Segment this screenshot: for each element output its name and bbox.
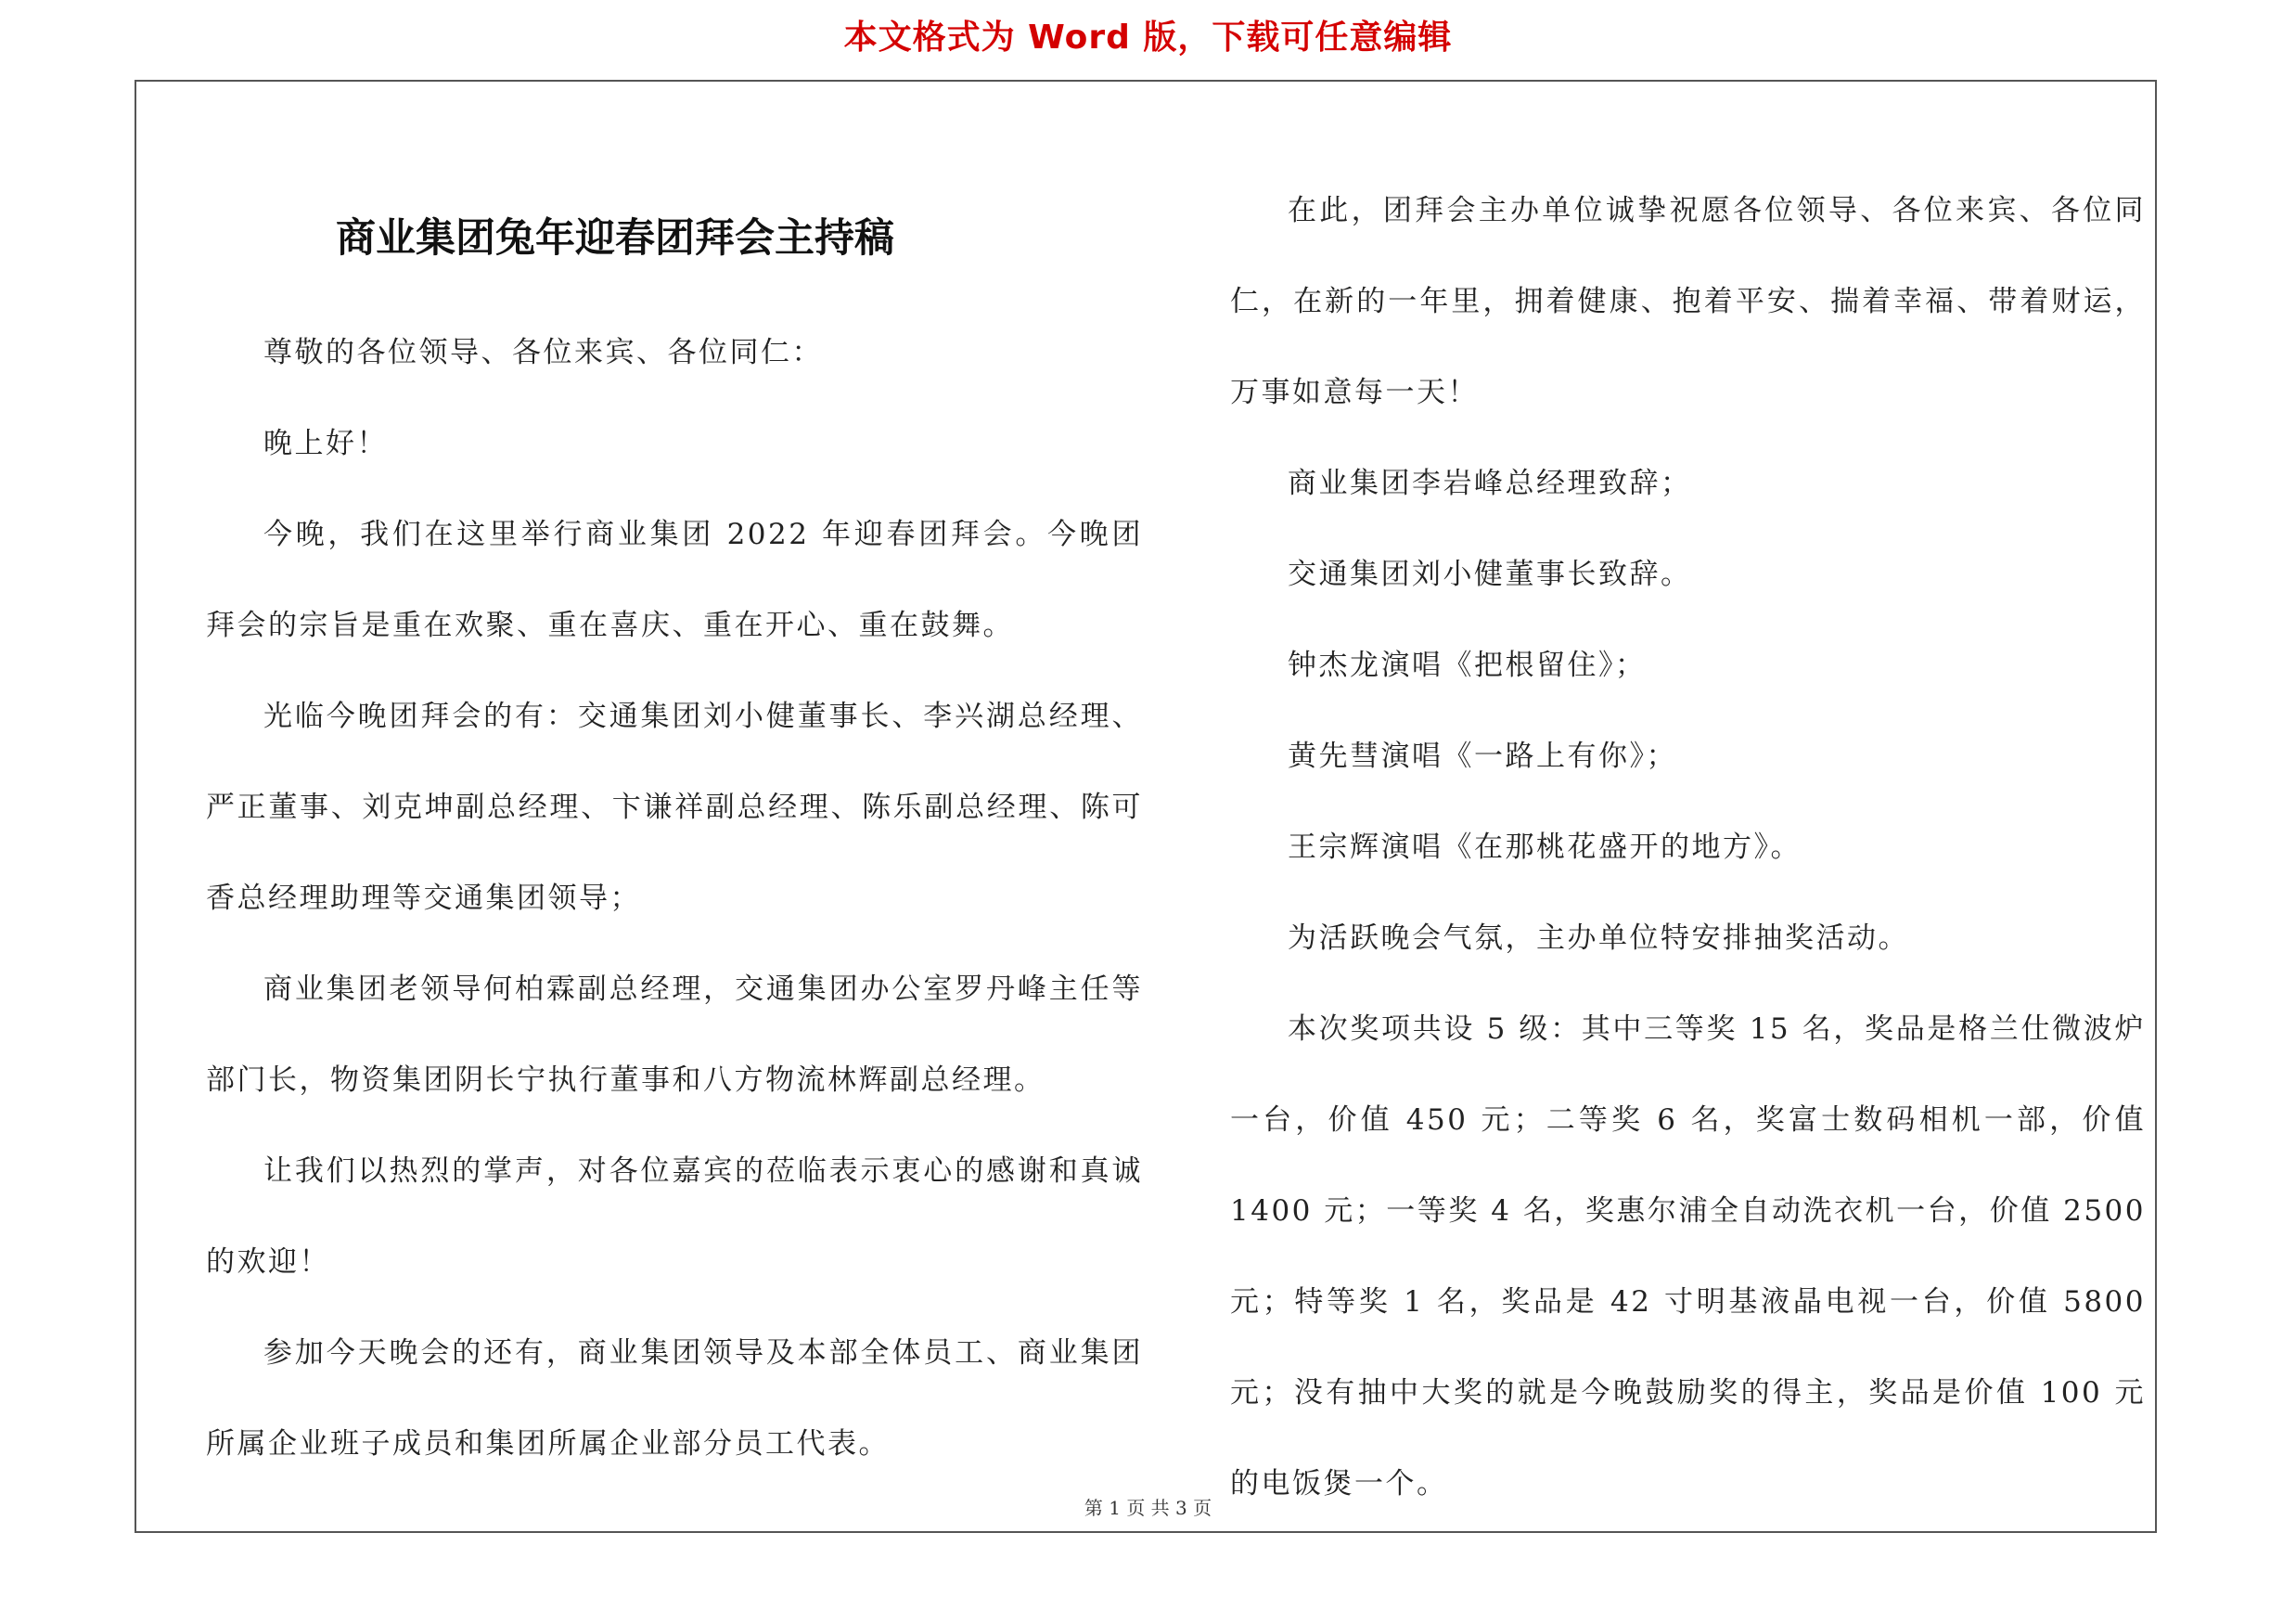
right-column [1230,165,2146,1529]
program-item: 钟杰龙演唱《把根留住》； [1288,649,1647,682]
salutation: 尊敬的各位领导、各位来宾、各位同仁： [263,336,823,369]
paragraph-lottery: 为活跃晚会气氛，主办单位特安排抽奖活动。 [1288,921,1909,955]
left-column [206,307,1143,1489]
paragraph-attendees: 参加今天晚会的还有，商业集团领导及本部全体员工、商业集团所属企业班子成员和集团所属企业部分员工代表。 [206,1336,1143,1461]
program-item: 商业集团李岩峰总经理致辞； [1288,467,1692,500]
program-item: 王宗辉演唱《在那桃花盛开的地方》。 [1288,831,1802,864]
paragraph-prizes: 本次奖项共设 5 级：其中三等奖 15 名，奖品是格兰仕微波炉一台，价值 450 元；二等奖 6 名，奖富士数码相机一部，价值 1400 元；一等奖 4 名，奖惠尔浦全自动洗衣机一台，价值 2500 元；特等奖 1 名，奖品是 42 寸明基液晶电视一台，价值 5800 元；没有抽中大奖的就是今晚鼓励奖的得主，奖品是价值 100 元的电饭煲一个。 [1230,1012,2146,1501]
program-item: 交通集团刘小健董事长致辞。 [1288,558,1692,591]
document-title: 商业集团兔年迎春团拜会主持稿 [336,215,894,262]
greeting: 晚上好！ [263,427,388,460]
paragraph-intro: 今晚，我们在这里举行商业集团 2022 年迎春团拜会。今晚团拜会的宗旨是重在欢聚、重在喜庆、重在开心、重在鼓舞。 [206,518,1143,642]
paragraph-welcome: 让我们以热烈的掌声，对各位嘉宾的莅临表示衷心的感谢和真诚的欢迎！ [206,1154,1143,1279]
paragraph-leaders: 商业集团老领导何柏霖副总经理，交通集团办公室罗丹峰主任等部门长，物资集团阴长宁执行董事和八方物流林辉副总经理。 [206,973,1143,1097]
page-number: 第 1 页 共 3 页 [1084,1497,1212,1519]
paragraph-wishes: 在此，团拜会主办单位诚挚祝愿各位领导、各位来宾、各位同仁，在新的一年里，拥着健康、抱着平安、揣着幸福、带着财运，万事如意每一天！ [1230,194,2146,409]
paragraph-guests: 光临今晚团拜会的有：交通集团刘小健董事长、李兴湖总经理、严正董事、刘克坤副总经理、卞谦祥副总经理、陈乐副总经理、陈可香总经理助理等交通集团领导； [206,700,1143,915]
format-banner: 本文格式为 Word 版，下载可任意编辑 [843,19,1453,57]
program-item: 黄先彗演唱《一路上有你》； [1288,740,1677,773]
